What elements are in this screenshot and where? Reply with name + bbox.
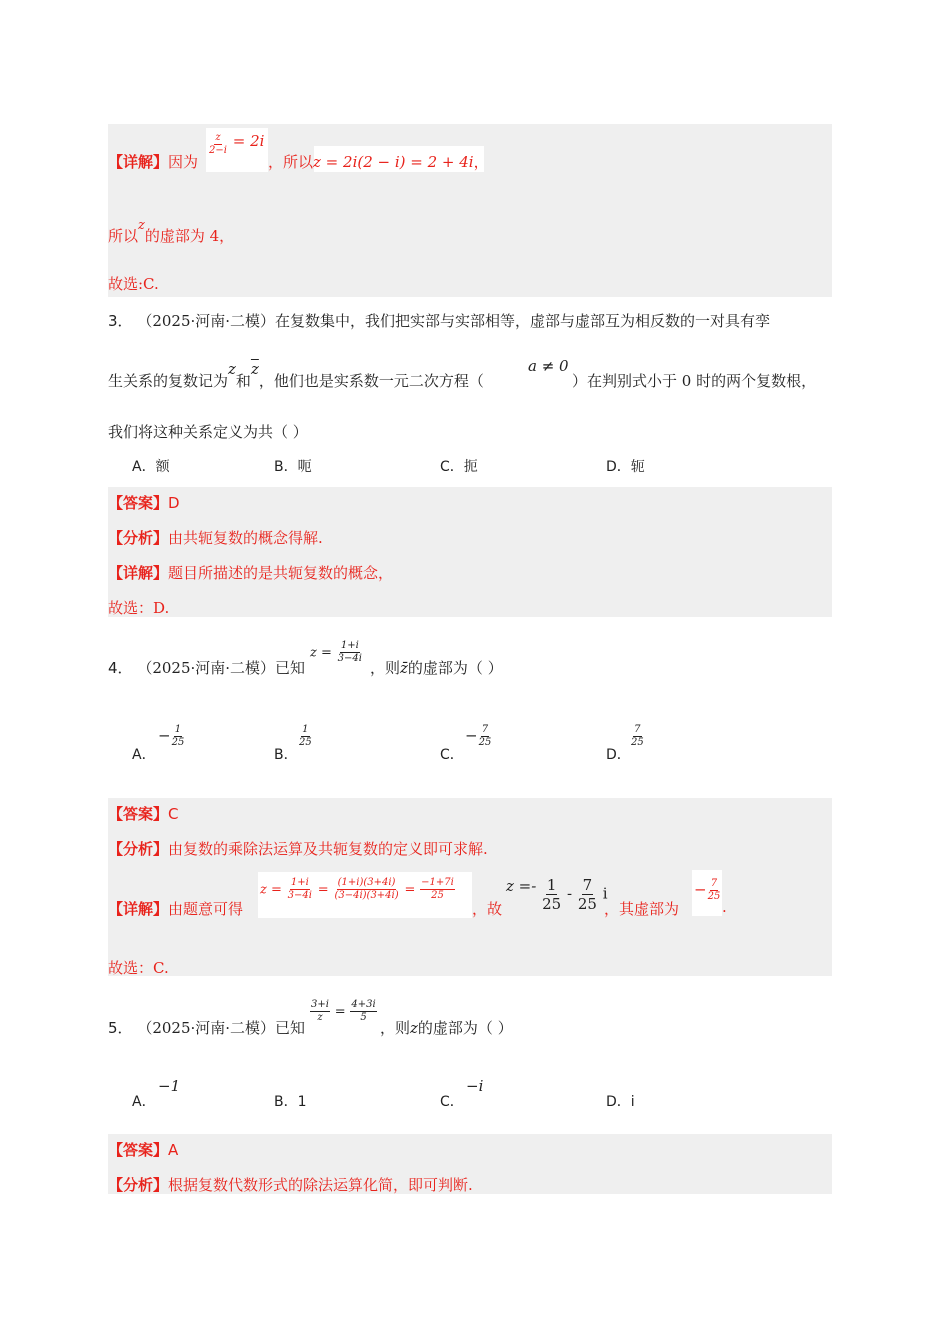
q3-stem-2c: ）在判别式小于 0 时的两个复数根， bbox=[572, 372, 817, 390]
q3-answer-value: D bbox=[168, 494, 180, 512]
q3-stem-line3: 我们将这种关系定义为共（ ） bbox=[108, 423, 308, 441]
q5-fraction: $\frac{3+i}{z}$ = $\frac{4+3i}{5}$ bbox=[311, 999, 376, 1023]
q4-detail-b: ，故 bbox=[472, 900, 503, 918]
q3-detail bbox=[108, 562, 393, 583]
q5-answer bbox=[108, 1139, 178, 1160]
q4-stem-c: 的虚部为（ ） bbox=[407, 659, 503, 677]
q5-answer-value: A bbox=[168, 1141, 179, 1159]
q2-eq1: = 2i bbox=[232, 132, 265, 150]
q4-z-eq: z = bbox=[310, 645, 332, 661]
q2-frac1-num: z bbox=[215, 132, 221, 143]
q3-choose: 故选：D. bbox=[108, 599, 170, 617]
q5-stem-b: ，则z的虚部为（ ） bbox=[380, 1019, 513, 1037]
q3-analysis bbox=[108, 527, 323, 548]
q3-answer bbox=[108, 492, 180, 513]
q4-zbar: z̄ bbox=[400, 659, 408, 677]
q3-source: （2025·河南·二模） bbox=[137, 312, 276, 330]
q4-frac-num: 1+i bbox=[340, 640, 359, 651]
q4-option-c[interactable]: C． bbox=[440, 747, 464, 763]
q4-choose: 故选：C. bbox=[108, 959, 169, 977]
q4-detail-result: − $\frac{7}{25}$ bbox=[694, 878, 721, 902]
q3-detail-text: 题目所描述的是共轭复数的概念， bbox=[168, 564, 394, 582]
q3-option-d[interactable]: D．轭 bbox=[606, 459, 645, 475]
q3-stem-2a: 生关系的复数记为 bbox=[108, 372, 229, 390]
q4-zbar-expr: z =- $\frac{1}{25}$ - $\frac{7}{25}$ i bbox=[506, 876, 608, 913]
q5-analysis-tag: 【分析】 bbox=[108, 1176, 169, 1194]
q2-detail-line bbox=[108, 151, 198, 172]
q2-frac1-den: 2−i bbox=[209, 145, 227, 156]
q4-fraction bbox=[310, 640, 363, 665]
q5-answer-tag: 【答案】 bbox=[108, 1141, 169, 1159]
q4-option-c-value: − $\frac{7}{25}$ bbox=[465, 724, 492, 748]
q5-stem-a bbox=[108, 1017, 305, 1038]
q3-cond: a ≠ 0 bbox=[528, 357, 569, 375]
q4-stem-a bbox=[108, 657, 305, 678]
q3-answer-tag: 【答案】 bbox=[108, 494, 169, 512]
q4-answer bbox=[108, 803, 179, 824]
q4-option-d-value: $\frac{7}{25}$ bbox=[631, 724, 644, 748]
q2-choose: 故选:C. bbox=[108, 275, 159, 293]
q4-answer-tag: 【答案】 bbox=[108, 805, 169, 823]
q4-analysis-text: 由复数的乘除法运算及共轭复数的定义即可求解. bbox=[168, 840, 488, 858]
q2-frac1 bbox=[208, 132, 264, 157]
q3-solution-box bbox=[108, 487, 832, 617]
q4-answer-value: C bbox=[168, 805, 179, 823]
q4-frac-den: 3−4i bbox=[337, 653, 362, 664]
q4-detail-c: ，其虚部为 bbox=[604, 900, 680, 918]
q2-detail-b-line bbox=[268, 151, 489, 172]
q5-option-b[interactable]: B．1 bbox=[274, 1094, 307, 1110]
q2-detail-tag: 【详解】 bbox=[108, 153, 169, 171]
q4-stem-b bbox=[370, 657, 503, 678]
q4-stem-b-text: ，则 bbox=[370, 659, 401, 677]
q3-detail-tag: 【详解】 bbox=[108, 564, 169, 582]
q2-line2-a: 所以 bbox=[108, 227, 139, 245]
q4-option-b[interactable]: B． bbox=[274, 747, 298, 763]
q3-analysis-tag: 【分析】 bbox=[108, 529, 169, 547]
q2-eq2: z = 2i(2 − i) = 2 + 4i bbox=[313, 153, 474, 171]
q2-line2-b: 的虚部为 4， bbox=[144, 227, 235, 245]
q3-stem-2b: ，他们也是实系数一元二次方程（ bbox=[258, 372, 484, 390]
q3-he: 和 bbox=[235, 372, 251, 390]
q5-stem-a-text: 已知 bbox=[275, 1019, 306, 1037]
q2-detail-a: 因为 bbox=[168, 153, 199, 171]
q4-detail-a-text: 由题意可得 bbox=[168, 900, 244, 918]
q3-option-a[interactable]: A．额 bbox=[132, 459, 170, 475]
q2-detail-b: ，所以 bbox=[268, 153, 314, 171]
q2-line2 bbox=[108, 218, 235, 246]
q3-number: 3． bbox=[108, 312, 133, 330]
q3-z: z bbox=[228, 360, 236, 378]
q4-analysis bbox=[108, 838, 488, 859]
q3-option-c[interactable]: C．扼 bbox=[440, 459, 478, 475]
q3-stem-1: 在复数集中，我们把实部与实部相等，虚部与虚部互为相反数的一对具有孪 bbox=[275, 312, 771, 330]
q4-source: （2025·河南·二模） bbox=[137, 659, 276, 677]
q5-option-d[interactable]: D．i bbox=[606, 1094, 635, 1110]
q4-option-d[interactable]: D． bbox=[606, 747, 631, 763]
q5-analysis bbox=[108, 1174, 473, 1195]
q5-z: z bbox=[410, 1019, 418, 1037]
q5-source: （2025·河南·二模） bbox=[137, 1019, 276, 1037]
q4-option-b-value: $\frac{1}{25}$ bbox=[299, 724, 312, 748]
q3-stem-line1 bbox=[108, 310, 770, 331]
q4-stem-a-text: 已知 bbox=[275, 659, 306, 677]
q3-analysis-text: 由共轭复数的概念得解. bbox=[168, 529, 323, 547]
q2-line2-z: z bbox=[138, 218, 145, 233]
q5-option-a-value: −1 bbox=[158, 1077, 181, 1095]
q3-stem-line2 bbox=[108, 360, 484, 391]
q5-number: 5． bbox=[108, 1019, 133, 1037]
q5-analysis-text: 根据复数代数形式的除法运算化简，即可判断. bbox=[168, 1176, 473, 1194]
q3-option-b[interactable]: B．呃 bbox=[274, 459, 312, 475]
q4-detail-tag: 【详解】 bbox=[108, 900, 169, 918]
q5-option-a[interactable]: A． bbox=[132, 1094, 156, 1110]
q4-detail-d: . bbox=[722, 898, 727, 916]
q4-option-a[interactable]: A． bbox=[132, 747, 156, 763]
q2-detail-c: ， bbox=[473, 153, 489, 171]
q5-option-c-value: −i bbox=[466, 1077, 484, 1095]
q4-detail-math: z = $\frac{1+i}{3-4i}$ = $\frac{(1+i)(3+4i)}{(3-4i)(3+4i)}$ = $\frac{-1+7i}{25}$ bbox=[260, 877, 454, 901]
q5-option-c[interactable]: C． bbox=[440, 1094, 464, 1110]
q3-zbar: $\overline{z}$ bbox=[250, 360, 259, 378]
q4-number: 4． bbox=[108, 659, 133, 677]
q4-detail-a bbox=[108, 898, 243, 919]
q4-option-a-value: − $\frac{1}{25}$ bbox=[158, 724, 185, 748]
q4-analysis-tag: 【分析】 bbox=[108, 840, 169, 858]
